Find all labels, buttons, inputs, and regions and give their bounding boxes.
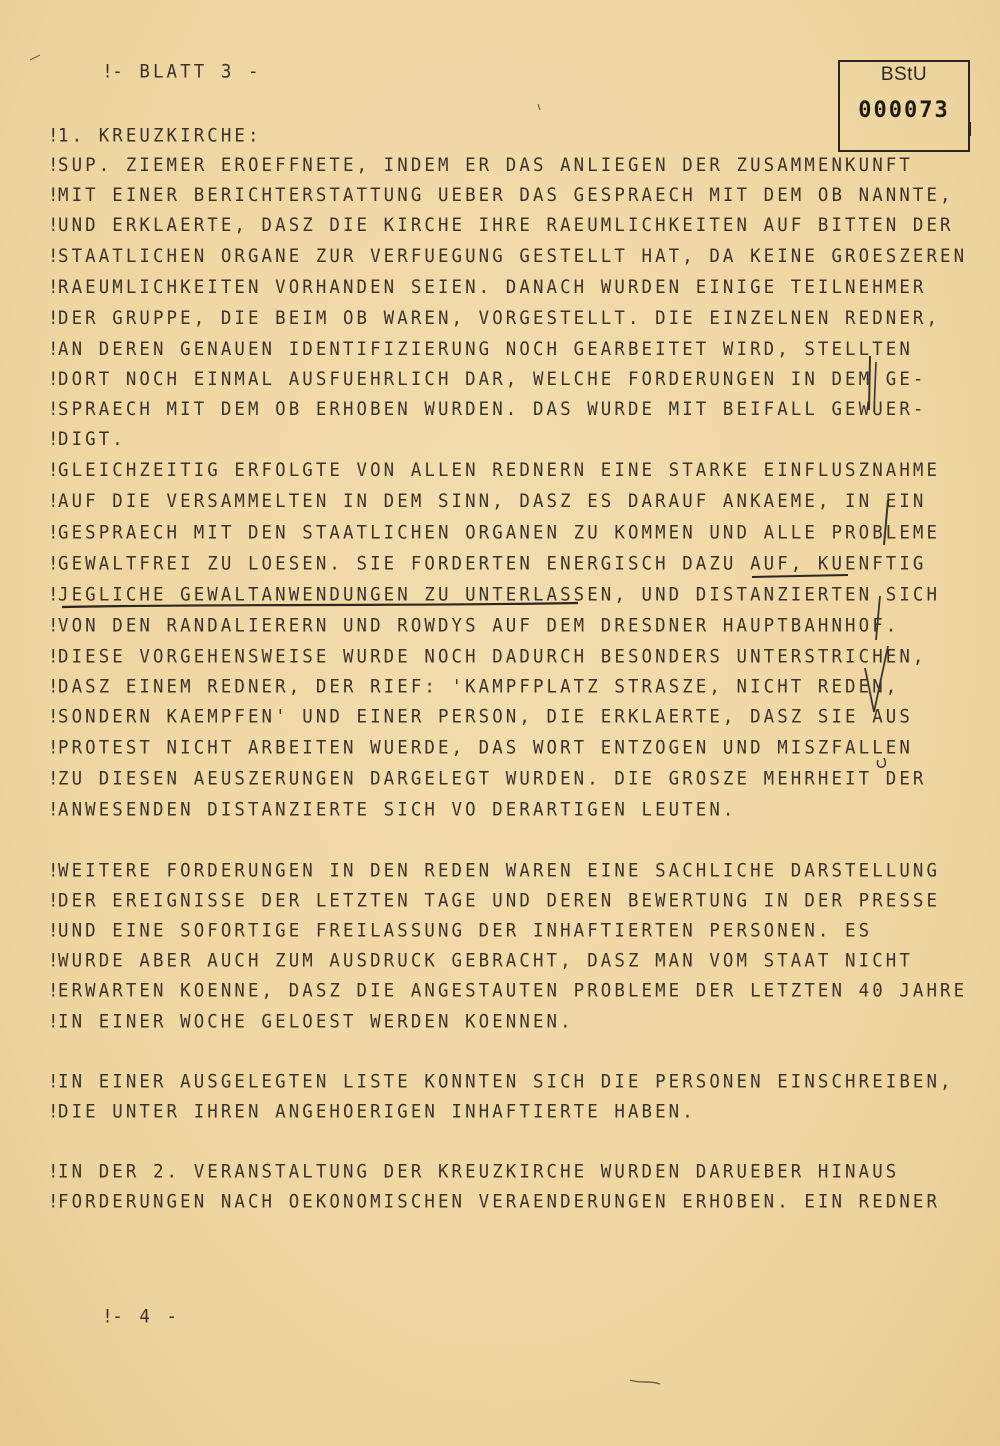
text-line: !WEITERE FORDERUNGEN IN DEN REDEN WAREN EINE SACHLICHE DARSTELLUNG bbox=[48, 860, 941, 882]
text-line: !DIESE VORGEHENSWEISE WURDE NOCH DADURCH BESONDERS UNTERSTRICHEN, bbox=[48, 646, 927, 668]
text-line: !SUP. ZIEMER EROEFFNETE, INDEM ER DAS ANLIEGEN DER ZUSAMMENKUNFT bbox=[48, 155, 913, 177]
text-line: !FORDERUNGEN NACH OEKONOMISCHEN VERAENDERUNGEN ERHOBEN. EIN REDNER bbox=[48, 1191, 941, 1213]
page-footer: !- 4 - bbox=[102, 1306, 181, 1328]
text-line: !SONDERN KAEMPFEN' UND EINER PERSON, DIE ERKLAERTE, DASZ SIE AUS bbox=[48, 706, 913, 728]
stamp-number: 000073 bbox=[858, 98, 950, 123]
text-line: !JEGLICHE GEWALTANWENDUNGEN ZU UNTERLASSEN, UND DISTANZIERTEN SICH bbox=[48, 584, 941, 606]
text-line: !GESPRAECH MIT DEN STAATLICHEN ORGANEN ZU KOMMEN UND ALLE PROBLEME bbox=[48, 522, 941, 544]
text-line: !PROTEST NICHT ARBEITEN WUERDE, DAS WORT ENTZOGEN UND MISZFALLEN bbox=[48, 737, 913, 759]
text-line: !DORT NOCH EINMAL AUSFUEHRLICH DAR, WELCHE FORDERUNGEN IN DEM GE- bbox=[48, 369, 927, 391]
text-line: !DER GRUPPE, DIE BEIM OB WAREN, VORGESTELLT. DIE EINZELNEN REDNER, bbox=[48, 308, 941, 330]
text-line: !WURDE ABER AUCH ZUM AUSDRUCK GEBRACHT, DASZ MAN VOM STAAT NICHT bbox=[48, 950, 913, 972]
text-line: !ZU DIESEN AEUSZERUNGEN DARGELEGT WURDEN. DIE GROSZE MEHRHEIT DER bbox=[48, 768, 927, 790]
text-line: !STAATLICHEN ORGANE ZUR VERFUEGUNG GESTELLT HAT, DA KEINE GROESZEREN bbox=[48, 246, 968, 268]
text-line: !IN DER 2. VERANSTALTUNG DER KREUZKIRCHE WURDEN DARUEBER HINAUS bbox=[48, 1161, 900, 1183]
text-line: !IN EINER WOCHE GELOEST WERDEN KOENNEN. bbox=[48, 1011, 574, 1033]
next-page-label: - 4 - bbox=[112, 1306, 181, 1328]
stamp-org: BStU bbox=[880, 64, 928, 85]
text-line: !ANWESENDEN DISTANZIERTE SICH VO DERARTIGEN LEUTEN. bbox=[48, 799, 737, 821]
text-line: !DIE UNTER IHREN ANGEHOERIGEN INHAFTIERTE HABEN. bbox=[48, 1101, 696, 1123]
text-line: !ERWARTEN KOENNE, DASZ DIE ANGESTAUTEN PROBLEME DER LETZTEN 40 JAHRE bbox=[48, 980, 968, 1002]
text-line: !AUF DIE VERSAMMELTEN IN DEM SINN, DASZ ES DARAUF ANKAEME, IN EIN bbox=[48, 491, 927, 513]
page-header-label: - BLATT 3 - bbox=[112, 61, 262, 83]
text-line: !VON DEN RANDALIERERN UND ROWDYS AUF DEM DRESDNER HAUPTBAHNHOF. bbox=[48, 615, 900, 637]
text-line: !IN EINER AUSGELEGTEN LISTE KONNTEN SICH DIE PERSONEN EINSCHREIBEN, bbox=[48, 1071, 954, 1093]
text-line: !RAEUMLICHKEITEN VORHANDEN SEIEN. DANACH WURDEN EINIGE TEILNEHMER bbox=[48, 277, 927, 299]
text-line: !1. KREUZKIRCHE: bbox=[48, 125, 262, 147]
text-line: !AN DEREN GENAUEN IDENTIFIZIERUNG NOCH GEARBEITET WIRD, STELLTEN bbox=[48, 339, 913, 361]
text-line: !UND ERKLAERTE, DASZ DIE KIRCHE IHRE RAEUMLICHKEITEN AUF BITTEN DER bbox=[48, 215, 954, 237]
text-line: !GEWALTFREI ZU LOESEN. SIE FORDERTEN ENERGISCH DAZU AUF, KUENFTIG bbox=[48, 553, 927, 575]
text-line: !UND EINE SOFORTIGE FREILASSUNG DER INHAFTIERTEN PERSONEN. ES bbox=[48, 920, 873, 942]
page-header: !- BLATT 3 - bbox=[102, 61, 262, 83]
text-line: !SPRAECH MIT DEM OB ERHOBEN WURDEN. DAS WURDE MIT BEIFALL GEWUER- bbox=[48, 399, 927, 421]
text-line: !MIT EINER BERICHTERSTATTUNG UEBER DAS GESPRAECH MIT DEM OB NANNTE, bbox=[48, 185, 954, 207]
text-line: !DER EREIGNISSE DER LETZTEN TAGE UND DEREN BEWERTUNG IN DER PRESSE bbox=[48, 890, 941, 912]
text-line: !DIGT. bbox=[48, 429, 126, 451]
text-line: !GLEICHZEITIG ERFOLGTE VON ALLEN REDNERN EINE STARKE EINFLUSZNAHME bbox=[48, 460, 941, 482]
text-line: !DASZ EINEM REDNER, DER RIEF: 'KAMPFPLATZ STRASZE, NICHT REDEN, bbox=[48, 676, 900, 698]
